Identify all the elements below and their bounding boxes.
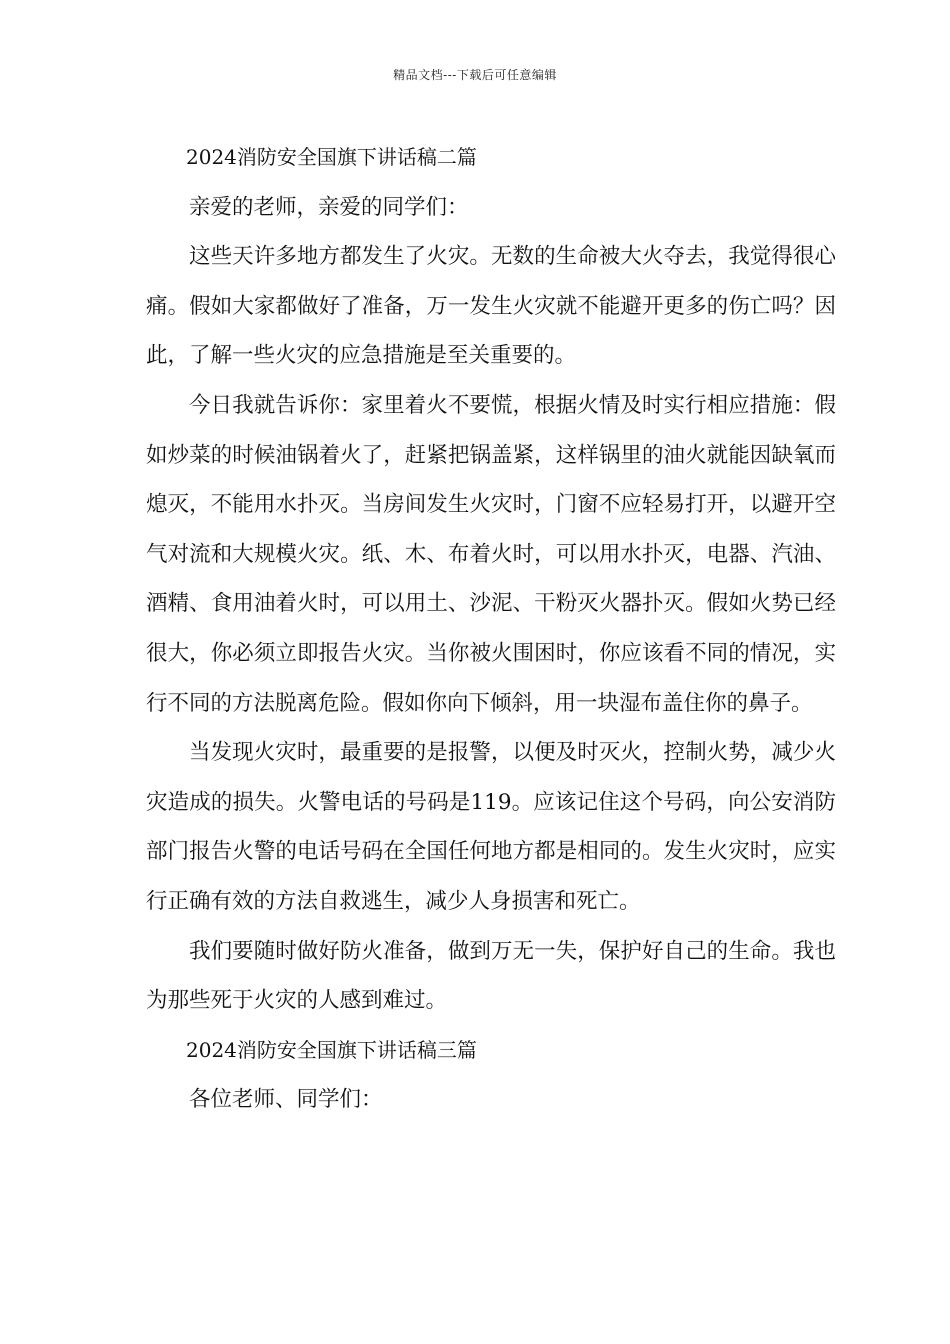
- section-title: 2024消防安全国旗下讲话稿三篇: [186, 1037, 477, 1062]
- section-title: 2024消防安全国旗下讲话稿二篇: [186, 145, 477, 169]
- body-paragraph: 我们要随时做好防火准备，做到万无一失，保护好自己的生命。我也为那些死于火灾的人感到难过。: [146, 938, 836, 1014]
- body-paragraph: 今日我就告诉你：家里着火不要慌，根据火情及时实行相应措施：假如炒菜的时候油锅着火了，赶紧把锅盖紧，这样锅里的油火就能因缺氧而熄灭，不能用水扑灭。当房间发生火灾时，门窗不应轻易打开，以避开空气对流和大规模火灾。纸、木、布着火时，可以用水扑灭，电器、汽油、酒精、食用油着火时，可以用土、沙泥、干粉灭火器扑灭。假如火势已经很大，你必须立即报告火灾。当你被火围困时，你应该看不同的情况，实行不同的方法脱离危险。假如你向下倾斜，用一块湿布盖住你的鼻子。: [146, 392, 836, 716]
- body-paragraph: 当发现火灾时，最重要的是报警，以便及时灭火，控制火势，减少火灾造成的损失。火警电话的号码是119。应该记住这个号码，向公安消防部门报告火警的电话号码在全国任何地方都是相同的。发生火灾时，应实行正确有效的方法自救逃生，减少人身损害和死亡。: [146, 740, 836, 914]
- body-paragraph: 这些天许多地方都发生了火灾。无数的生命被大火夺去，我觉得很心痛。假如大家都做好了准备，万一发生火灾就不能避开更多的伤亡吗？因此，了解一些火灾的应急措施是至关重要的。: [146, 244, 836, 369]
- salutation: 亲爱的老师，亲爱的同学们：: [189, 194, 469, 220]
- document-body: [146, 133, 836, 1125]
- salutation: 各位老师、同学们：: [189, 1087, 383, 1113]
- page-header: 精品文档---下载后可任意编辑: [393, 68, 557, 82]
